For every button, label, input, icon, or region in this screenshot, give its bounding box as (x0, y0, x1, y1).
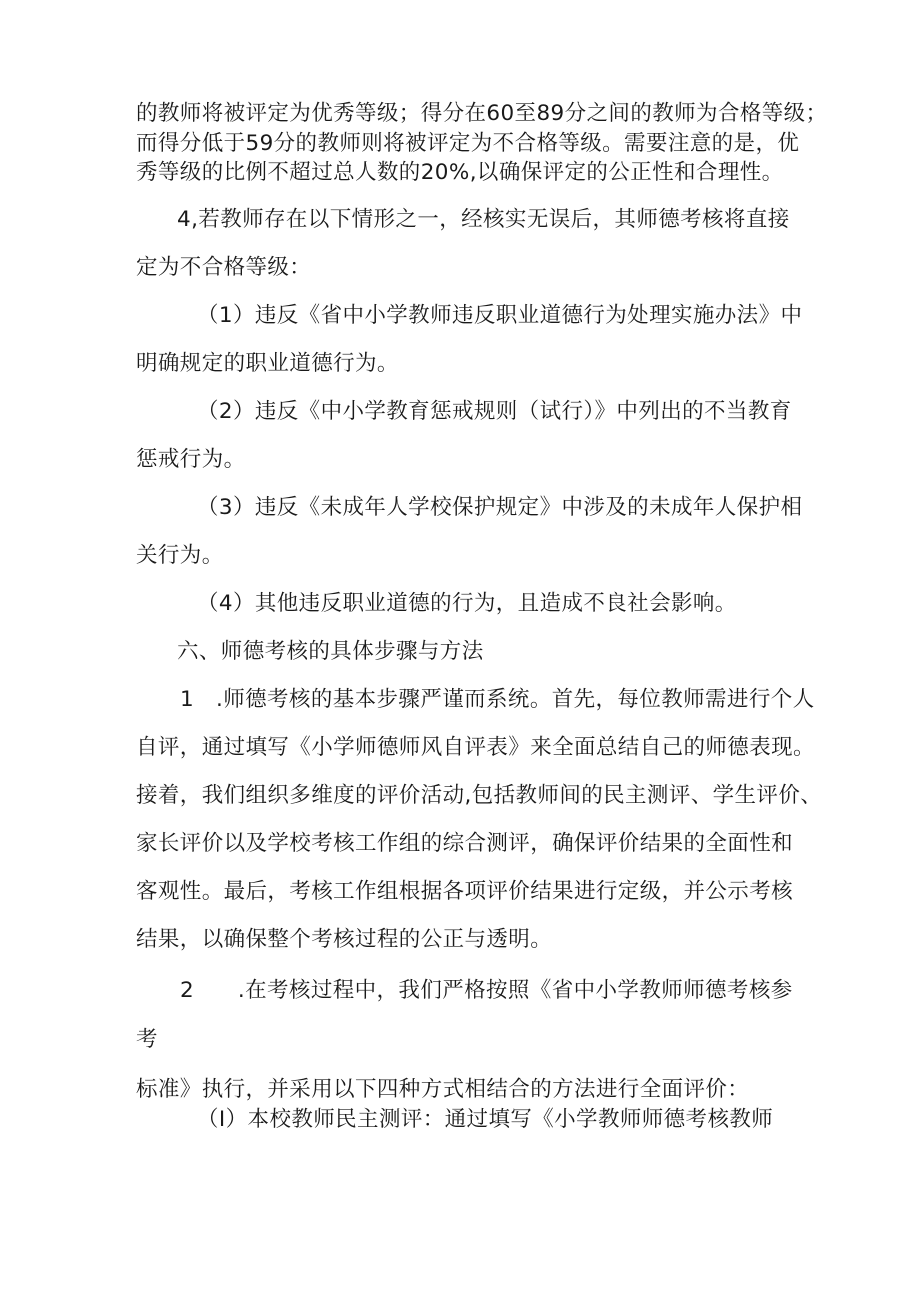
violation-item-2-continuation: 惩戒行为。 (136, 447, 246, 472)
paragraph-line-ratio-limit: 秀等级的比例不超过总人数的20%,以确保评定的公正性和合理性。 (136, 160, 784, 185)
violation-item-3: （3）违反《未成年人学校保护规定》中涉及的未成年人保护相 (197, 495, 803, 520)
step-2-line-2: 考 (136, 1027, 158, 1052)
step-1-line-4: 家长评价以及学校考核工作组的综合测评，确保评价结果的全面性和 (136, 831, 794, 856)
step-2-line-3: 标准》执行，并采用以下四种方式相结合的方法进行全面评价： (136, 1077, 750, 1102)
violation-item-4: （4）其他违反职业道德的行为，且造成不良社会影响。 (197, 591, 737, 616)
item-4-heading: 4,若教师存在以下情形之一，经核实无误后，其师德考核将直接 (177, 207, 790, 232)
violation-item-2: （2）违反《中小学教育惩戒规则（试行）》中列出的不当教育 (197, 399, 792, 424)
paragraph-line-unqualified-grade: 而得分低于59分的教师则将被评定为不合格等级。需要注意的是，优 (136, 131, 800, 156)
violation-item-1-continuation: 明确规定的职业道德行为。 (136, 351, 399, 376)
violation-item-1: （1）违反《省中小学教师违反职业道德行为处理实施办法》中 (197, 303, 803, 328)
paragraph-line-excellent-grade: 的教师将被评定为优秀等级；得分在60至89分之间的教师为合格等级； (136, 101, 828, 126)
step-1-line-6: 结果，以确保整个考核过程的公正与透明。 (136, 927, 553, 952)
step-1-line-5: 客观性。最后，考核工作组根据各项评价结果进行定级，并公示考核 (136, 879, 794, 904)
method-item-1: （I）本校教师民主测评：通过填写《小学教师师德考核教师 (197, 1107, 774, 1132)
item-4-continuation: 定为不合格等级： (136, 255, 312, 280)
step-1-line-3: 接着，我们组织多维度的评价活动,包括教师间的民主测评、学生评价、 (136, 783, 823, 808)
step-2-line-1: 2 .在考核过程中，我们严格按照《省中小学教师师德考核参 (180, 978, 793, 1003)
violation-item-3-continuation: 关行为。 (136, 543, 224, 568)
section-heading-six: 六、师德考核的具体步骤与方法 (177, 639, 484, 664)
step-1-line-1: 1 .师德考核的基本步骤严谨而系统。首先，每位教师需进行个人 (180, 687, 815, 712)
step-1-line-2: 自评，通过填写《小学师德师风自评表》来全面总结自己的师德表现。 (136, 735, 815, 760)
